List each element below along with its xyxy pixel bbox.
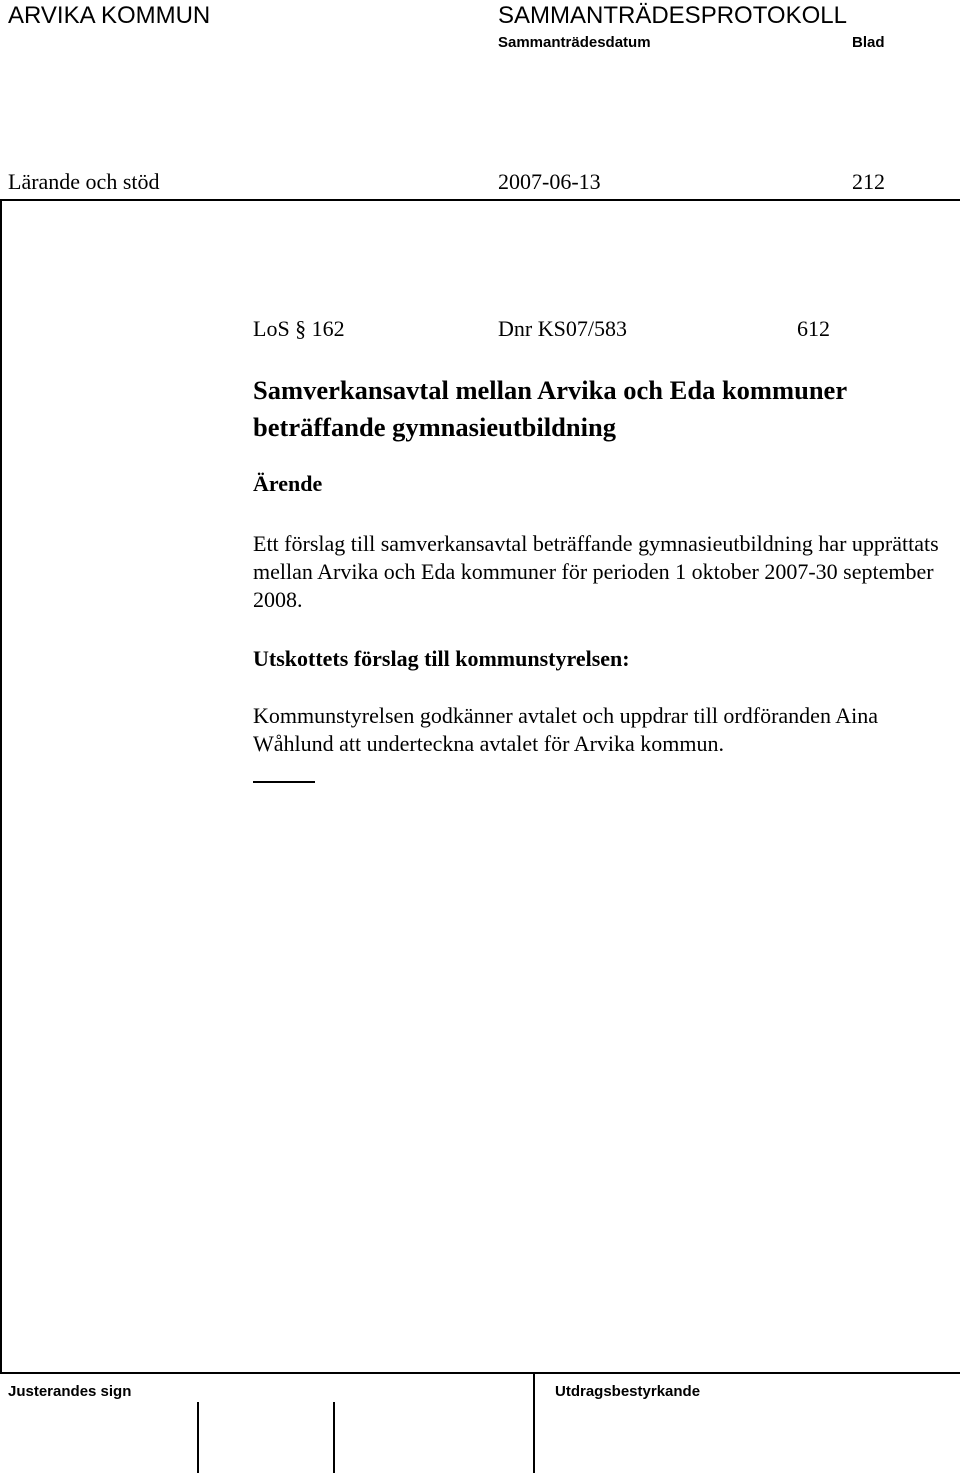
errand-heading: Ärende [253, 471, 323, 496]
case-number: Dnr KS07/583 [498, 316, 627, 341]
left-frame-line [0, 199, 2, 1373]
item-title: Samverkansavtal mellan Arvika och Eda kommuner beträffande gymnasieutbildning [253, 375, 847, 442]
meeting-date-label: Sammanträdesdatum [498, 34, 651, 51]
decision-text: Kommunstyrelsen godkänner avtalet och uppdrar till ordföranden Aina Wåhlund att underteckna avtalet för Arvika kommun. [253, 703, 878, 756]
paragraph-reference: LoS § 162 [253, 316, 345, 341]
signature-box-line-2 [333, 1402, 335, 1473]
archive-code: 612 [797, 316, 830, 341]
document-type: SAMMANTRÄDESPROTOKOLL [498, 2, 847, 29]
page-number: 212 [852, 169, 885, 194]
unit-name: Lärande och stöd [8, 169, 160, 194]
signature-box-line-1 [197, 1402, 199, 1473]
header-divider [0, 199, 960, 201]
extract-label: Utdragsbestyrkande [555, 1383, 701, 1400]
meeting-date: 2007-06-13 [498, 169, 601, 194]
page-label: Blad [852, 34, 885, 51]
signature-label: Justerandes sign [8, 1383, 132, 1400]
organization-name: ARVIKA KOMMUN [8, 2, 211, 29]
end-marker-line [253, 781, 315, 783]
signature-box-line-3 [533, 1402, 535, 1473]
proposal-heading: Utskottets förslag till kommunstyrelsen: [253, 646, 630, 671]
errand-text: Ett förslag till samverkansavtal beträffande gymnasieutbildning har upprättats mellan Arvika och Eda kommuner för perioden 1 oktober 2007-30 september 2008. [253, 531, 939, 612]
footer-divider [0, 1372, 960, 1374]
